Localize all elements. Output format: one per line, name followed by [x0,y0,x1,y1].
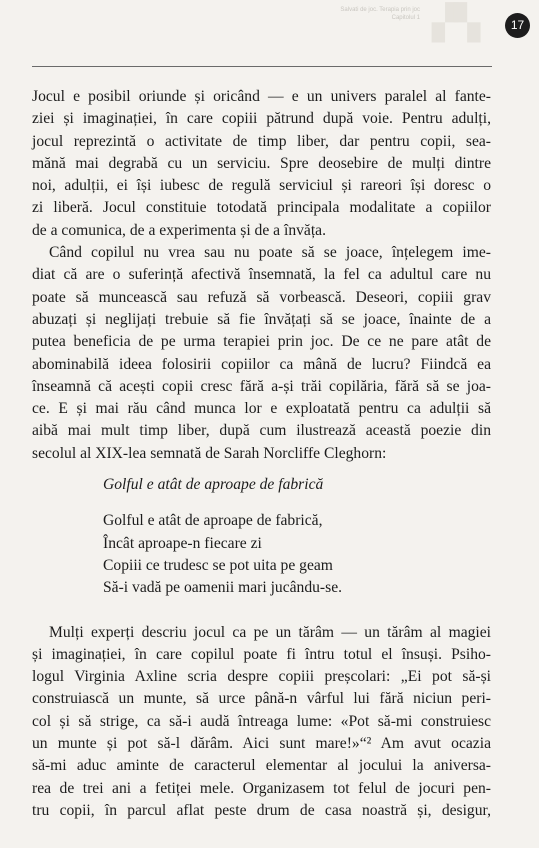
text-line: col și să strige, ca să-i audă întreaga lume: «Pot să-mi construiesc [32,712,491,730]
text-line: tru copii, în parcul aflat peste drum de casa noastră și, desigur, [32,801,491,819]
text-line: și imaginației, în care copilul poate fi întru totul el însuși. Psiho- [32,645,491,663]
text-line: să-mi aduc aminte de caracterul elementar al jocului la aniversa- [32,757,491,775]
text-line: ziei și imaginației, în care copiii pătrund după voie. Pentru adulți, [32,110,491,128]
poem-verse: Copiii ce trudesc se pot uita pe geam [103,556,333,574]
text-line: Mulți experți descriu jocul ca pe un tărâm — un tărâm al magiei [49,623,491,641]
text-line: aibă mai mult timp liber, după cum ilustrează această poezie din [32,422,491,440]
poem-verse: Să-i vadă pe oamenii mari jucându-se. [103,579,343,597]
text-line: secolul al XIX-lea semnată de Sarah Norcliffe Cleghorn: [32,444,387,462]
text-line: un munte și pot să-l dărâm. Aici sunt mare!»“² Am avut ocazia [32,735,491,753]
paragraph-1 [32,86,491,242]
text-line: abuzați și neglijați trebuie să fie învățați să se joace, înainte de a [32,310,491,328]
text-line: Când copilul nu vrea sau nu poate să se joace, înțelegem ime- [49,244,491,262]
paragraph-2 [32,242,491,465]
text-line: înseamnă că acești copii cresc fără a-și trăi copilăria, fără să se joa- [32,377,491,395]
text-line: de a comunica, de a experimenta și de a învăța. [32,221,326,239]
body-text [32,86,491,822]
text-line: poate să muncească sau refuză să vorbească. Deseori, copiii grav [32,288,491,306]
text-line: mănă mai degrabă cu un serviciu. Spre deosebire de mulți dintre [32,154,491,172]
text-line: Jocul e posibil oriunde și oricând — e un univers paralel al fante- [32,88,491,105]
text-line: zi liberă. Jocul constituie totodată principala modalitate a copiilor [32,199,491,217]
running-head-line-2: Capitolul 1 [391,15,420,21]
text-line: logul Virginia Axline scria despre copiii preșcolari: „Ei pot să-și [32,668,491,686]
text-line: rea de trei ani a fetiței mele. Organizasem tot felul de jocuri pen- [32,779,491,797]
text-line: noi, adulții, ei își iubesc de regulă serviciul și rareori își doresc o [32,177,491,195]
text-line: jocul reprezintă o activitate de timp liber, dar pentru copii, sea- [32,132,491,150]
text-line: abominabilă ideea folosirii copiilor ca mână de lucru? Fiindcă ea [32,355,491,373]
page-number-badge: 17 [505,13,530,38]
corner-logo-mark: ▞▚ [432,3,477,43]
poem-title: Golful e atât de aproape de fabrică [103,476,324,494]
poem-verse: Încât aproape-n fiecare zi [103,534,262,552]
poem [32,510,491,599]
header-rule [32,66,492,67]
paragraph-3 [32,622,491,823]
text-line: ce. E și mai rău când munca lor e exploatată pentru ca adulții să [32,400,491,418]
poem-verse: Golful e atât de aproape de fabrică, [103,512,323,530]
running-head [290,6,420,22]
text-line: construiască un munte, să urce până-n vârful lui fără niciun peri- [32,690,491,708]
running-head-line-1: Salvati de joc. Terapia prin joc [340,7,420,13]
text-line: diat că are o suferință afectivă însemnată, la fel ca adultul care nu [32,266,491,284]
text-line: putea beneficia de pe urma terapiei prin joc. De ce ne pare atât de [32,333,491,351]
